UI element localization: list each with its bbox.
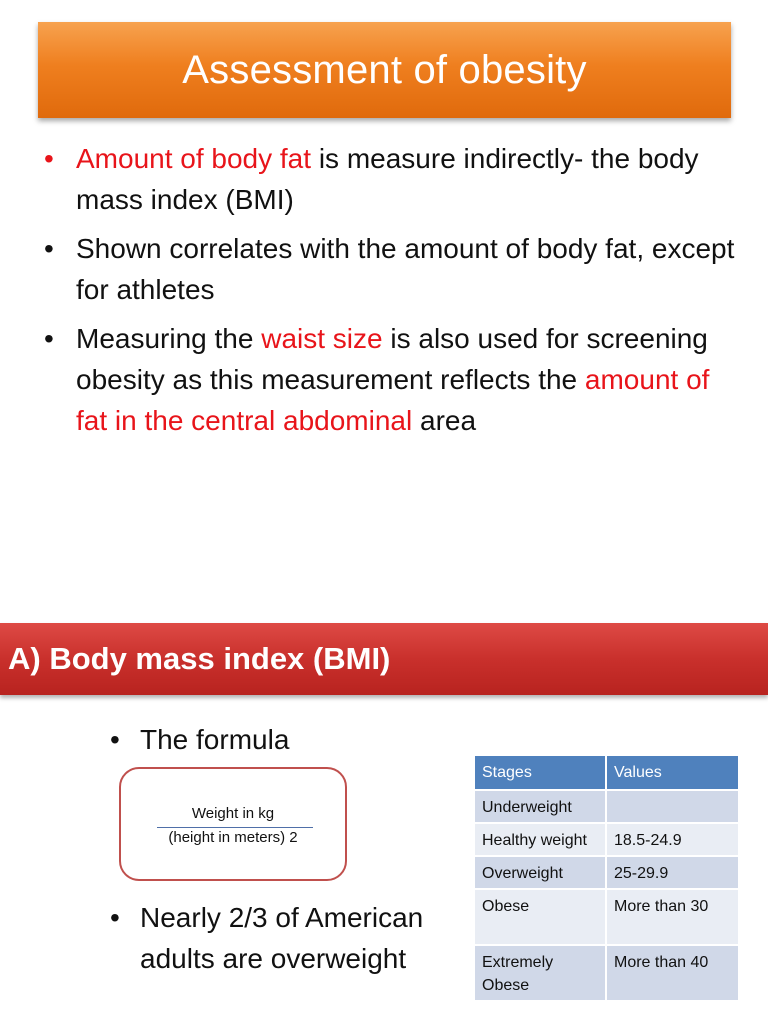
table-cell-value bbox=[607, 791, 738, 824]
bullet-text: Shown correlates with the amount of body fat, except for athletes bbox=[76, 233, 735, 305]
table-cell-value: More than 40 bbox=[607, 946, 738, 1002]
bullet-text-highlight: amount of fat in the central abdominal bbox=[76, 364, 710, 436]
bullet-glyph: • bbox=[44, 233, 54, 264]
section-heading: A) Body mass index (BMI) bbox=[8, 641, 391, 676]
bullet-glyph: • bbox=[110, 902, 120, 933]
bullet-item-waist-size bbox=[44, 318, 744, 441]
table-row bbox=[475, 791, 738, 824]
table-cell-stage: Healthy weight bbox=[475, 824, 607, 857]
table-row bbox=[475, 857, 738, 890]
bullet-item-correlation bbox=[44, 228, 744, 310]
formula-fraction-line bbox=[157, 827, 313, 828]
table-row bbox=[475, 824, 738, 857]
bullet-glyph: • bbox=[44, 323, 54, 354]
table-header-values: Values bbox=[607, 756, 738, 791]
table-row bbox=[475, 890, 738, 946]
bullet-text-highlight: waist size bbox=[261, 323, 383, 354]
table-cell-value: More than 30 bbox=[607, 890, 738, 946]
bullet-item-body-fat bbox=[44, 138, 744, 220]
table-row bbox=[475, 946, 738, 1002]
bullet-text: Measuring the bbox=[76, 323, 262, 354]
table-cell-stage: Obese bbox=[475, 890, 607, 946]
bullet-list bbox=[44, 138, 744, 449]
bullet-text-highlight: Amount of body fat bbox=[76, 143, 312, 174]
formula-label: The formula bbox=[140, 724, 290, 755]
bullet-text: area bbox=[412, 405, 477, 436]
table-header-row bbox=[475, 756, 738, 791]
table-cell-stage: Extremely Obese bbox=[475, 946, 607, 1002]
slide-title-bar bbox=[38, 22, 731, 118]
section-heading-bar bbox=[0, 623, 768, 695]
bullet-glyph: • bbox=[44, 143, 54, 174]
table-cell-stage: Overweight bbox=[475, 857, 607, 890]
table-header-stages: Stages bbox=[475, 756, 607, 791]
formula-denominator: (height in meters) 2 bbox=[168, 829, 298, 846]
table-cell-stage: Underweight bbox=[475, 791, 607, 824]
bullet-text: is also used for screening obesity as this measurement reflects the bbox=[76, 323, 708, 395]
table-cell-value: 25-29.9 bbox=[607, 857, 738, 890]
formula-box bbox=[119, 767, 347, 881]
formula-bullet bbox=[110, 719, 289, 760]
slide-title: Assessment of obesity bbox=[182, 47, 587, 92]
overweight-note-bullet bbox=[110, 897, 480, 979]
overweight-note: Nearly 2/3 of American adults are overweight bbox=[140, 902, 424, 974]
bullet-glyph: • bbox=[110, 724, 120, 755]
bullet-text: is measure indirectly- the body mass index (BMI) bbox=[76, 143, 699, 215]
bmi-stages-table bbox=[475, 756, 738, 1002]
formula-numerator: Weight in kg bbox=[191, 805, 275, 822]
table-cell-value: 18.5-24.9 bbox=[607, 824, 738, 857]
